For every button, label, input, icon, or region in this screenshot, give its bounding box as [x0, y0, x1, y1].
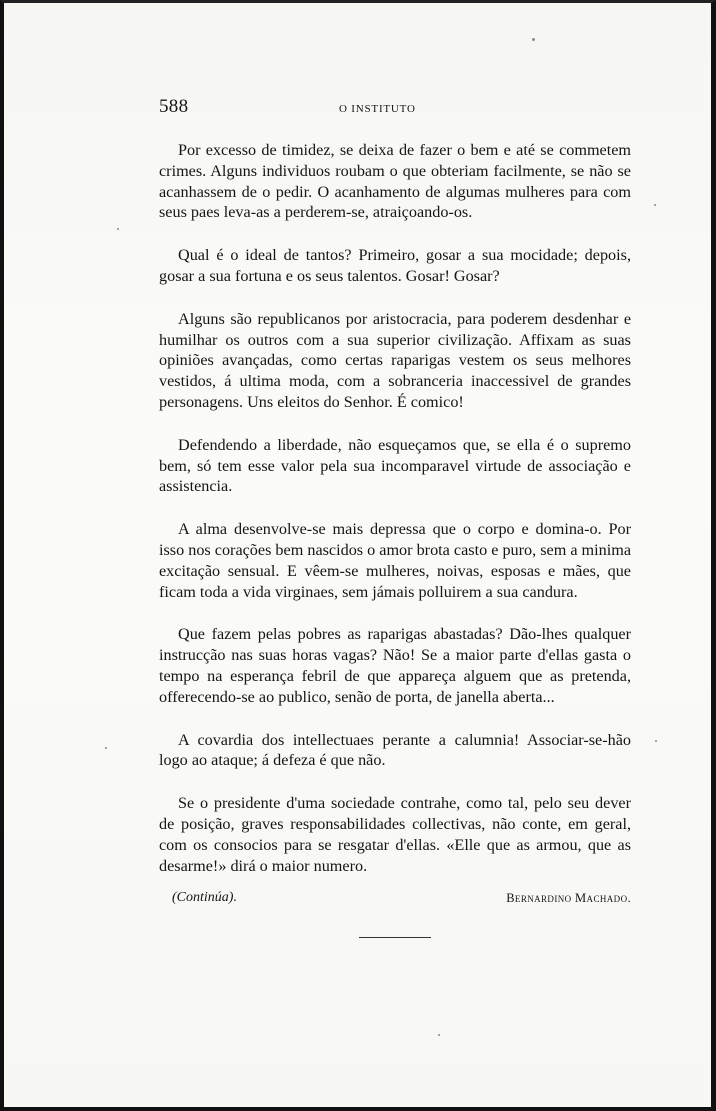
page-header: [159, 96, 631, 124]
paragraph: Defendendo a liberdade, não esqueçamos que, se ella é o supremo bem, só tem esse valor pela sua incomparavel virtude de associação e assistencia.: [159, 435, 631, 496]
paragraph: Por excesso de timidez, se deixa de fazer o bem e até se commetem crimes. Alguns individuos roubam o que obteriam facilmente, se não se acanhassem de o pedir. O acanhamento de algumas mulheres para com seus paes leva-as a perderem-se, atraiçoando-os.: [159, 141, 631, 222]
closing-rule: [359, 937, 431, 938]
paragraph: Alguns são republicanos por aristocracia, para poderem desdenhar e humilhar os outros com a sua superior civilização. Affixam as suas opiniões avançadas, como certas raparigas vestem os seus melhores vestidos, á ultima moda, com a sobranceria inaccessivel de grandes personagens. Uns eleitos do Senhor. É comico!: [159, 309, 631, 411]
continuation-note: (Continúa).: [172, 890, 237, 906]
paragraph: Que fazem pelas pobres as raparigas abastadas? Dão-lhes qualquer instrucção nas suas horas vagas? Não! Se a maior parte d'ellas gasta o tempo na esperança febril de que appareça alguem que as pretenda, offerecendo-se ao publico, senão de porta, de janella aberta...: [159, 625, 631, 706]
page-number: 588: [159, 96, 189, 117]
signature-row: [159, 890, 631, 912]
scan-speck: [117, 228, 119, 230]
scan-speck: [438, 1034, 440, 1036]
scan-speck: [655, 740, 657, 742]
paragraph: A alma desenvolve-se mais depressa que o corpo e domina-o. Por isso nos corações bem nascidos o amor brota casto e puro, sem a minima excitação sensual. E vêem-se mulheres, noivas, esposas e mães, que ficam toda a vida virginaes, sem jámais polluirem a sua candura.: [159, 520, 632, 601]
scan-speck: [105, 747, 107, 749]
paragraph: A covardia dos intellectuaes perante a calumnia! Associar-se-hão logo ao ataque; á defeza é que não.: [159, 730, 631, 770]
book-page: [159, 96, 631, 912]
scan-speck: [654, 204, 656, 206]
author-signature: Bernardino Machado.: [506, 891, 631, 906]
scan-speck: [532, 38, 535, 41]
running-title: O INSTITUTO: [339, 103, 416, 115]
paragraph: Qual é o ideal de tantos? Primeiro, gosar a sua mocidade; depois, gosar a sua fortuna e os seus talentos. Gosar! Gosar?: [159, 246, 631, 285]
body-text: [159, 140, 631, 876]
paragraph: Se o presidente d'uma sociedade contrahe, como tal, pelo seu dever de posição, graves responsabilidades collectivas, não conte, em geral, com os consocios para se resgatar d'ellas. «Elle que as armou, que as desarme!» dirá o maior numero.: [159, 794, 631, 875]
